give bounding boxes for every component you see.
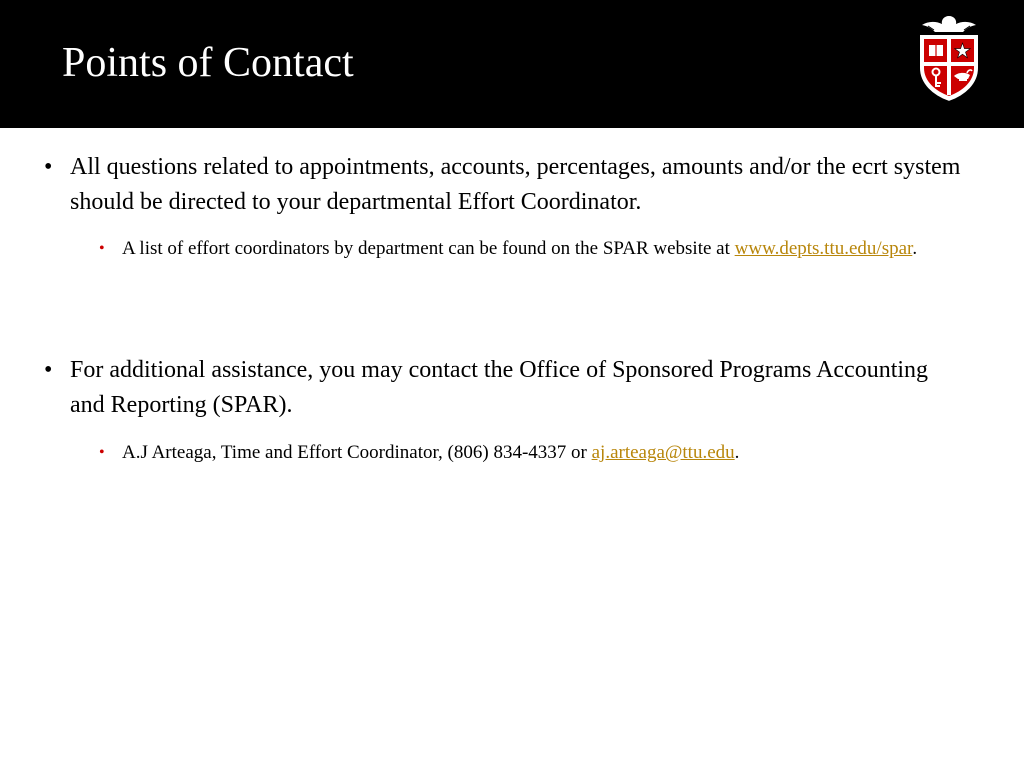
- bullet-1: [44, 150, 964, 220]
- sub-bullet-1-suffix: .: [912, 238, 918, 259]
- bullet-marker: •: [44, 154, 53, 180]
- slide-title: Points of Contact: [62, 40, 354, 86]
- sub-bullet-marker: •: [99, 444, 105, 461]
- sub-bullet-1-text: [122, 234, 959, 263]
- email-link[interactable]: aj.arteaga@ttu.edu: [591, 442, 735, 463]
- ttu-shield-logo-icon: [914, 12, 984, 104]
- sub-bullet-2-text: [122, 438, 959, 467]
- bullet-2: [44, 353, 964, 423]
- bullet-marker: •: [44, 357, 53, 383]
- sub-bullet-2-prefix: A.J Arteaga, Time and Effort Coordinator, (806) 834-4337 or: [122, 442, 592, 463]
- title-bar: [0, 0, 1024, 128]
- sub-bullet-2: [99, 438, 959, 467]
- bullet-1-text: All questions related to appointments, accounts, percentages, amounts and/or the ecrt system should be directed to your departmental Effort Coordinator.: [70, 154, 961, 215]
- bullet-2-text: For additional assistance, you may contact the Office of Sponsored Programs Accounting and Reporting (SPAR).: [70, 357, 929, 418]
- sub-bullet-1-prefix: A list of effort coordinators by department can be found on the SPAR website at: [122, 238, 735, 259]
- spar-website-link[interactable]: www.depts.ttu.edu/spar: [734, 238, 913, 259]
- sub-bullet-1: [99, 234, 959, 263]
- sub-bullet-2-suffix: .: [734, 442, 740, 463]
- sub-bullet-marker: •: [99, 240, 105, 257]
